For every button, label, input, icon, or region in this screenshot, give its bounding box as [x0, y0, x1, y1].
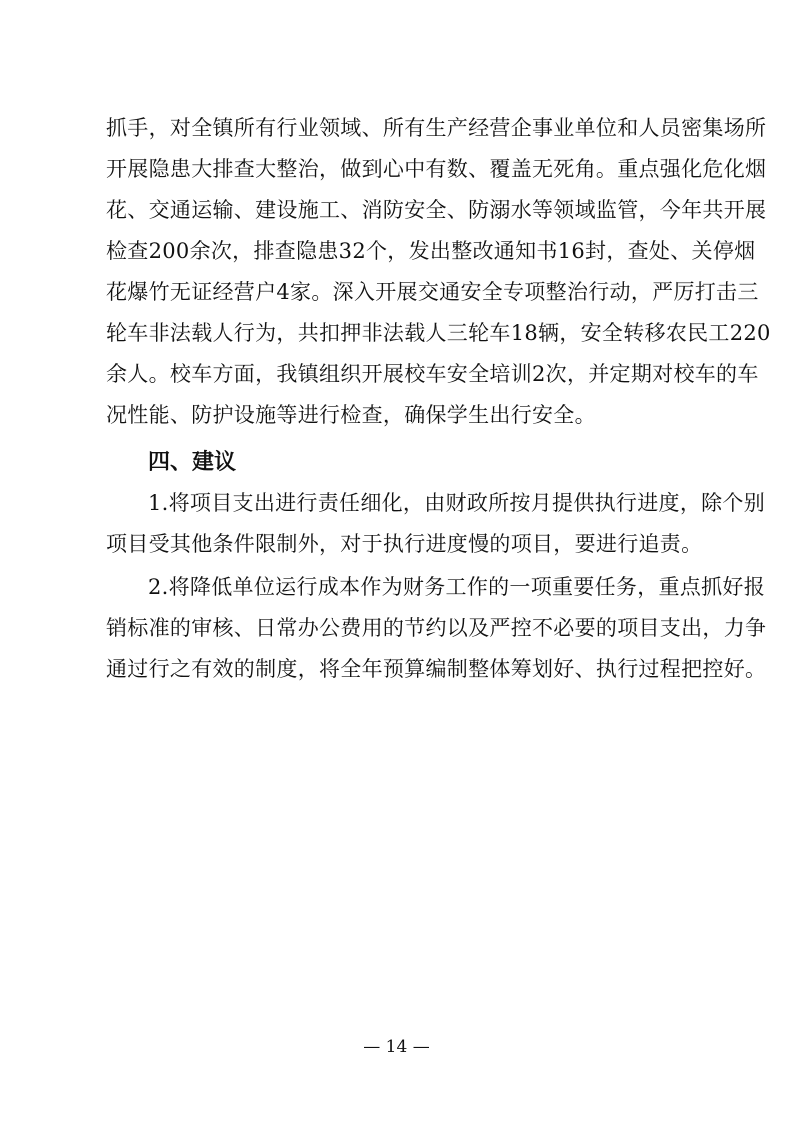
- suggestion-line: 通过行之有效的制度，将全年预算编制整体筹划好、执行过程把控好。: [106, 657, 767, 681]
- body-line: 余人。校车方面，我镇组织开展校车安全培训2次，并定期对校车的车: [106, 362, 759, 386]
- body-line: 轮车非法载人行为，共扣押非法载人三轮车18辆，安全转移农民工220: [106, 321, 771, 345]
- suggestion-line: 1.将项目支出进行责任细化，由财政所按月提供执行进度，除个别: [148, 491, 766, 515]
- suggestion-line: 销标准的审核、日常办公费用的节约以及严控不必要的项目支出，力争: [106, 616, 767, 640]
- body-line: 花、交通运输、建设施工、消防安全、防溺水等领域监管，今年共开展: [106, 198, 767, 222]
- body-line: 开展隐患大排查大整治，做到心中有数、覆盖无死角。重点强化危化烟: [106, 157, 767, 181]
- body-line: 检查200余次，排查隐患32个，发出整改通知书16封，查处、关停烟: [106, 239, 756, 263]
- body-line: 况性能、防护设施等进行检查，确保学生出行安全。: [106, 403, 596, 427]
- section-heading: 四、建议: [148, 450, 237, 475]
- page-number: — 14 —: [363, 1037, 430, 1057]
- body-line: 花爆竹无证经营户4家。深入开展交通安全专项整治行动，严厉打击三: [106, 280, 759, 304]
- body-line: 抓手，对全镇所有行业领域、所有生产经营企事业单位和人员密集场所: [106, 116, 767, 140]
- suggestion-line: 项目受其他条件限制外，对于执行进度慢的项目，要进行追责。: [106, 532, 703, 556]
- suggestion-line: 2.将降低单位运行成本作为财务工作的一项重要任务，重点抓好报: [148, 575, 766, 599]
